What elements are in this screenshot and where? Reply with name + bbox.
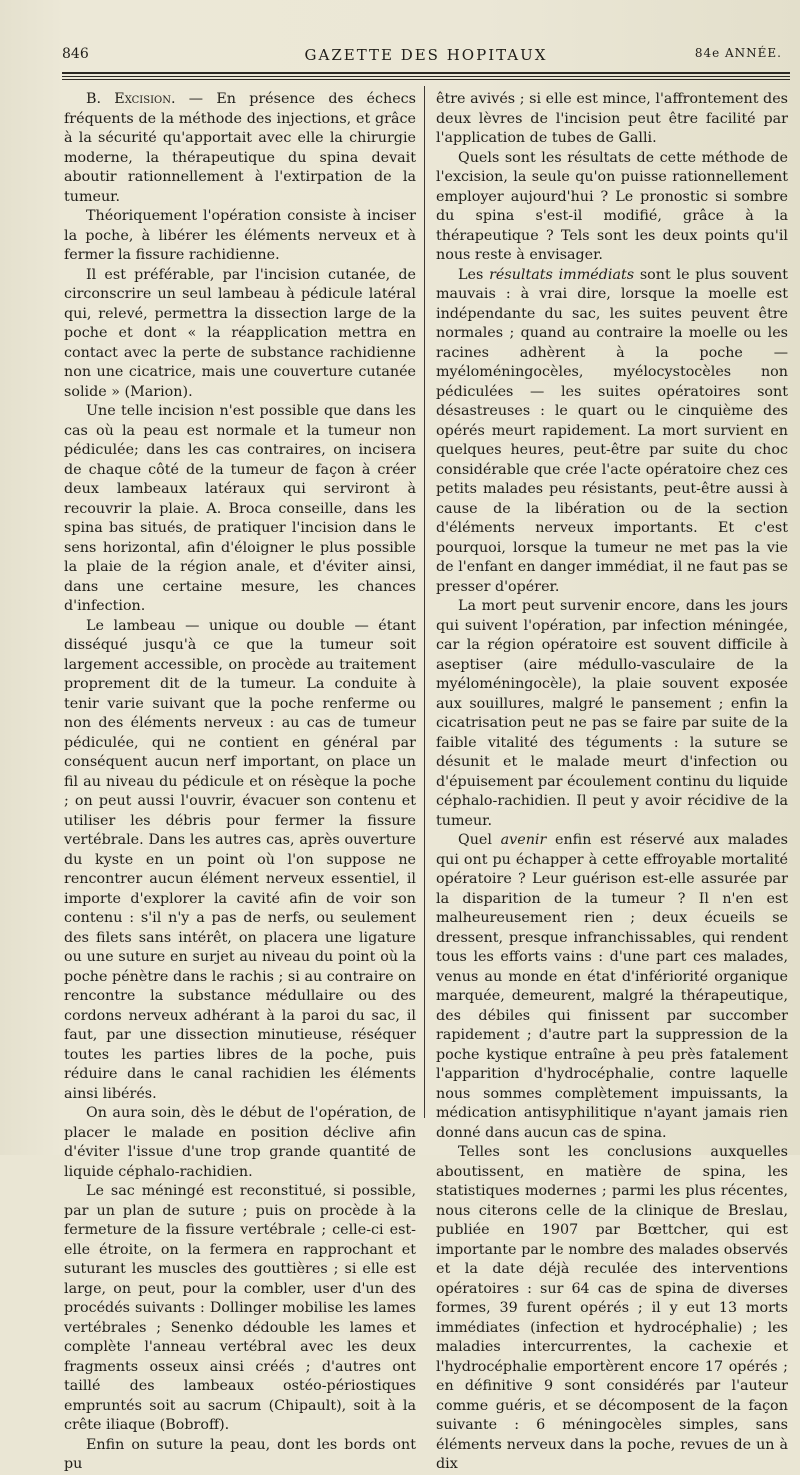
- paragraph: Le lambeau — unique ou double — étant disséqué jusqu'à ce que la tumeur soit largement accessible, on procède au traitement proprement dit de la tumeur. La conduite à tenir varie suivant que la poche renferme ou non des éléments nerveux : au cas de tumeur pédiculée, qui ne contient en général par conséquent aucun nerf important, on place un fil au niveau du pédicule et on résèque la poche ; on peut aussi l'ouvrir, évacuer son contenu et utiliser les débris pour fermer la fissure vertébrale. Dans les autres cas, après ouverture du kyste en un point où l'on suppose ne rencontrer aucun élément nerveux essentiel, il importe d'explorer la cavité afin de voir son contenu : s'il n'y a pas de nerfs, ou seulement des filets sans intérêt, on placera une ligature ou une suture en surjet au niveau du point où la poche pénètre dans le rachis ; si au contraire on rencontre la substance médullaire ou des cordons nerveux adhérant à la paroi du sac, il faut, par une dissection minutieuse, réséquer toutes les parties libres de la poche, puis réduire dans le canal rachidien les éléments ainsi libérés.: [64, 617, 416, 1102]
- paragraph: La mort peut survenir encore, dans les jours qui suivent l'opération, par infection méningée, car la région opératoire est souvent difficile à aseptiser (aire médullo-vasculaire de la myéloméningocèle), la plaie souvent exposée aux souillures, malgré le pansement ; enfin la cicatrisation peut ne pas se faire par suite de la faible vitalité des téguments : la suture se désunit et le malade meurt d'infection ou d'épuisement par écoulement continu du liquide céphalo-rachidien. Il peut y avoir récidive de la tumeur.: [436, 598, 788, 829]
- header-rule: [62, 76, 790, 77]
- paragraph-text: enfin est réservé aux malades qui ont pu échapper à cette effroyable mortalité opératoire ? Leur guérison est-elle assurée par la disparition de la tumeur ? Il n'en est malheureusement rien ; deux écueils se dressent, presque infranchissables, qui rendent tous les efforts vains : d'une part ces malades, venus au monde en état d'infériorité organique marquée, demeurent, malgré la thérapeutique, des débiles qui finissent par succomber rapidement ; d'autre part la suppression de la poche kystique entraîne à peu près fatalement l'apparition d'hydrocéphalie, contre laquelle nous sommes complètement impuissants, la médication antisyphilitique n'ayant jamais rien donné dans aucun cas de spina.: [436, 832, 788, 1141]
- paragraph: Théoriquement l'opération consiste à inciser la poche, à libérer les éléments nerveux et à fermer la fissure rachidienne.: [64, 208, 416, 263]
- paragraph-text: Les: [458, 266, 490, 283]
- paragraph: [436, 266, 788, 598]
- header-rule: [62, 72, 790, 74]
- paragraph: Quels sont les résultats de cette méthode de l'excision, la seule qu'on puisse rationnellement employer aujourd'hui ? Le pronostic si sombre du spina s'est-il modifié, grâce à la thérapeutique ? Tels sont les deux points qu'il nous reste à envisager.: [436, 149, 788, 263]
- right-column: [436, 90, 788, 1472]
- paragraph: Une telle incision n'est possible que dans les cas où la peau est normale et la tumeur non pédiculée; dans les cas contraires, on incisera de chaque côté de la tumeur de façon à créer deux lambeaux latéraux qui serviront à recouvrir la plaie. A. Broca conseille, dans les spina bas situés, de pratiquer l'incision dans le sens horizontal, afin d'éloigner le plus possible la plaie de la région anale, et d'éviter ainsi, dans une certaine mesure, les chances d'infection.: [64, 403, 416, 614]
- paragraph: être avivés ; si elle est mince, l'affrontement des deux lèvres de l'incision peut être facilité par l'application de tubes de Galli.: [436, 91, 788, 146]
- paragraph-text: — En présence des échecs fréquents de la méthode des injections, et grâce à la sécurité qu'apportait avec elle la chirurgie moderne, la thérapeutique du spina devait aboutir rationnellement à l'extirpation de la tumeur.: [64, 91, 417, 205]
- page-number: 846: [62, 46, 89, 62]
- paragraph: [64, 90, 416, 207]
- paragraph-text: Quel: [458, 832, 501, 848]
- issue-label: 84e ANNÉE.: [694, 46, 782, 60]
- emphasis-text: résultats immédiats: [489, 266, 635, 283]
- page-header: [62, 46, 790, 68]
- left-column: [64, 90, 417, 1472]
- paragraph: [436, 831, 788, 1143]
- paragraph: On aura soin, dès le début de l'opération, de placer le malade en position déclive afin d'éviter l'issue d'une trop grande quantité de liquide céphalo-rachidien.: [64, 1105, 416, 1180]
- paragraph: Enfin on suture la peau, dont les bords ont pu: [64, 1436, 416, 1472]
- header-rule: [62, 79, 790, 80]
- section-label: B. Excision.: [86, 91, 176, 107]
- column-divider: [424, 86, 425, 1118]
- paragraph: Il est préférable, par l'incision cutanée, de circonscrire un seul lambeau à pédicule latéral qui, relevé, permettra la dissection large de la poche et dont « la réapplication mettra en contact avec la perte de substance rachidienne non une cicatrice, mais une couverture cutanée solide » (Marion).: [64, 266, 416, 400]
- paragraph: Le sac méningé est reconstitué, si possible, par un plan de suture ; puis on procède à la fermeture de la fissure vertébrale ; celle-ci est-elle étroite, on la fermera en rapprochant et suturant les muscles des gouttières ; si elle est large, on peut, pour la combler, user d'un des procédés suivants : Dollinger mobilise les lames vertébrales ; Senenko dédouble les lames et complète l'anneau vertébral avec les deux fragments osseux ainsi créés ; d'autres ont taillé des lambeaux ostéo-périostiques empruntés soit au sacrum (Chipault), soit à la crête iliaque (Bobroff).: [64, 1183, 416, 1433]
- paragraph: Telles sont les conclusions auxquelles aboutissent, en matière de spina, les statistiques modernes ; parmi les plus récentes, nous citerons celle de la clinique de Breslau, publiée en 1907 par Bœttcher, qui est importante par le nombre des malades observés et la date déjà reculée des interventions opératoires : sur 64 cas de spina de diverses formes, 39 furent opérés ; il y eut 13 morts immédiates (infection et hydrocéphalie) ; les maladies intercurrentes, la cachexie et l'hydrocéphalie emportèrent encore 17 opérés ; en définitive 9 sont considérés par l'auteur comme guéris, et se décomposent de la façon suivante : 6 méningocèles simples, sans éléments nerveux dans la poche, revues de un à dix: [436, 1144, 788, 1472]
- journal-title: GAZETTE DES HOPITAUX: [304, 46, 548, 64]
- paragraph-text: sont le plus souvent mauvais : à vrai dire, lorsque la moelle est indépendante du sac, les suites peuvent être normales ; quand au contraire la moelle ou les racines adhèrent à la poche — myéloméningocèles, myélocystocèles non pédiculées — les suites opératoires sont désastreuses : le quart ou le cinquième des opérés meurt rapidement. La mort survient en quelques heures, peut-être par suite du choc considérable que crée l'acte opératoire chez ces petits malades peu résistants, peut-être aussi à cause de la libération ou de la section d'éléments nerveux importants. Et c'est pourquoi, lorsque la tumeur ne met pas la vie de l'enfant en danger immédiat, il ne faut pas se presser d'opérer.: [436, 266, 788, 595]
- emphasis-text: avenir: [500, 832, 547, 848]
